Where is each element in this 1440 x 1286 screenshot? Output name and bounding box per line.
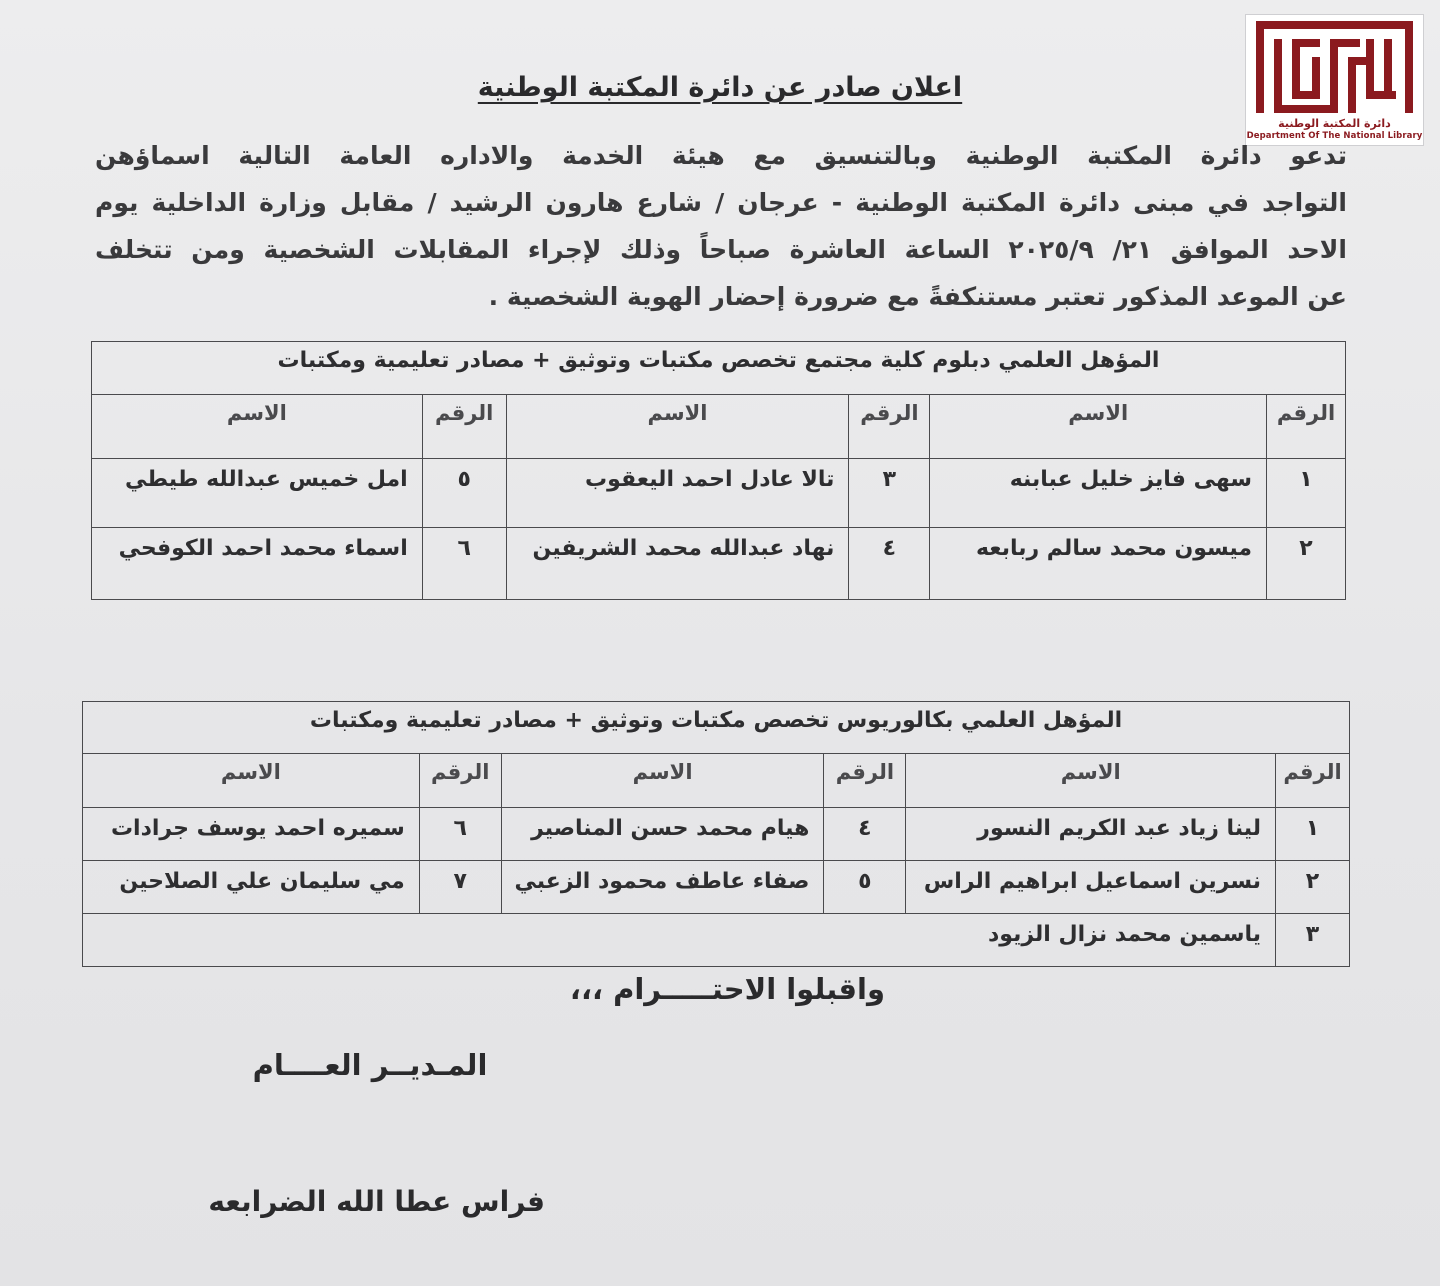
table-row bbox=[92, 459, 1346, 528]
header-name: الاسم bbox=[930, 395, 1267, 459]
table-row bbox=[83, 914, 1350, 967]
row-number: ٣ bbox=[849, 459, 930, 528]
table-row bbox=[83, 808, 1350, 861]
logo-caption-english: Department Of The National Library bbox=[1246, 131, 1423, 141]
candidate-name: مي سليمان علي الصلاحين bbox=[83, 861, 420, 914]
row-number: ٢ bbox=[1267, 528, 1346, 600]
signatory-name: فراس عطا الله الضرابعه bbox=[208, 1185, 545, 1218]
candidate-name: ميسون محمد سالم ربابعه bbox=[930, 528, 1267, 600]
header-number: الرقم bbox=[419, 754, 501, 808]
row-number: ١ bbox=[1276, 808, 1350, 861]
header-name: الاسم bbox=[83, 754, 420, 808]
candidate-name: سميره احمد يوسف جرادات bbox=[83, 808, 420, 861]
row-number: ٦ bbox=[419, 808, 501, 861]
row-number: ٤ bbox=[824, 808, 906, 861]
candidate-name: امل خميس عبدالله طيطي bbox=[92, 459, 423, 528]
candidate-name: هيام محمد حسن المناصير bbox=[501, 808, 824, 861]
row-number: ٢ bbox=[1276, 861, 1350, 914]
closing-salutation: واقبلوا الاحتـــــرام ،،، bbox=[569, 972, 885, 1006]
row-number: ٥ bbox=[824, 861, 906, 914]
announcement-line-4: عن الموعد المذكور تعتبر مستنكفةً مع ضرورة إحضار الهوية الشخصية . bbox=[488, 282, 1347, 311]
candidate-name: لينا زياد عبد الكريم النسور bbox=[906, 808, 1276, 861]
table-header-row bbox=[92, 395, 1346, 459]
table-caption: المؤهل العلمي دبلوم كلية مجتمع تخصص مكتبات وتوثيق + مصادر تعليمية ومكتبات bbox=[92, 342, 1346, 395]
header-name: الاسم bbox=[506, 395, 849, 459]
row-number: ٧ bbox=[419, 861, 501, 914]
row-number: ٣ bbox=[1276, 914, 1350, 967]
header-number: الرقم bbox=[849, 395, 930, 459]
row-number: ٥ bbox=[422, 459, 506, 528]
row-number: ٤ bbox=[849, 528, 930, 600]
row-number: ١ bbox=[1267, 459, 1346, 528]
candidate-name: ياسمين محمد نزال الزيود bbox=[83, 914, 1276, 967]
announcement-line-2: التواجد في مبنى دائرة المكتبة الوطنية - عرجان / شارع هارون الرشيد / مقابل وزارة الداخلية يوم bbox=[95, 188, 1347, 217]
candidate-name: صفاء عاطف محمود الزعبي bbox=[501, 861, 824, 914]
header-number: الرقم bbox=[824, 754, 906, 808]
signatory-title: المـديــر العــــام bbox=[252, 1048, 488, 1082]
table-caption: المؤهل العلمي بكالوريوس تخصص مكتبات وتوثيق + مصادر تعليمية ومكتبات bbox=[83, 702, 1350, 754]
header-name: الاسم bbox=[92, 395, 423, 459]
logo-caption-arabic: دائرة المكتبة الوطنية bbox=[1278, 117, 1391, 130]
announcement-line-1: تدعو دائرة المكتبة الوطنية وبالتنسيق مع هيئة الخدمة والاداره العامة التالية اسماؤهن bbox=[95, 141, 1347, 170]
national-library-logo bbox=[1245, 14, 1424, 146]
bachelor-candidates-table bbox=[82, 701, 1350, 967]
header-number: الرقم bbox=[1267, 395, 1346, 459]
header-name: الاسم bbox=[906, 754, 1276, 808]
header-name: الاسم bbox=[501, 754, 824, 808]
announcement-line-3: الاحد الموافق ٢١/ ٢٠٢٥/٩ الساعة العاشرة صباحاً وذلك لإجراء المقابلات الشخصية ومن تتخلف bbox=[95, 235, 1347, 264]
candidate-name: نهاد عبدالله محمد الشريفين bbox=[506, 528, 849, 600]
announcement-title: اعلان صادر عن دائرة المكتبة الوطنية bbox=[477, 72, 963, 103]
candidate-name: نسرين اسماعيل ابراهيم الراس bbox=[906, 861, 1276, 914]
diploma-candidates-table bbox=[91, 341, 1346, 600]
candidate-name: اسماء محمد احمد الكوفحي bbox=[92, 528, 423, 600]
header-number: الرقم bbox=[1276, 754, 1350, 808]
table-header-row bbox=[83, 754, 1350, 808]
table-row bbox=[92, 528, 1346, 600]
candidate-name: تالا عادل احمد اليعقوب bbox=[506, 459, 849, 528]
row-number: ٦ bbox=[422, 528, 506, 600]
candidate-name: سهى فايز خليل عبابنه bbox=[930, 459, 1267, 528]
library-emblem-icon bbox=[1252, 19, 1417, 117]
table-row bbox=[83, 861, 1350, 914]
header-number: الرقم bbox=[422, 395, 506, 459]
